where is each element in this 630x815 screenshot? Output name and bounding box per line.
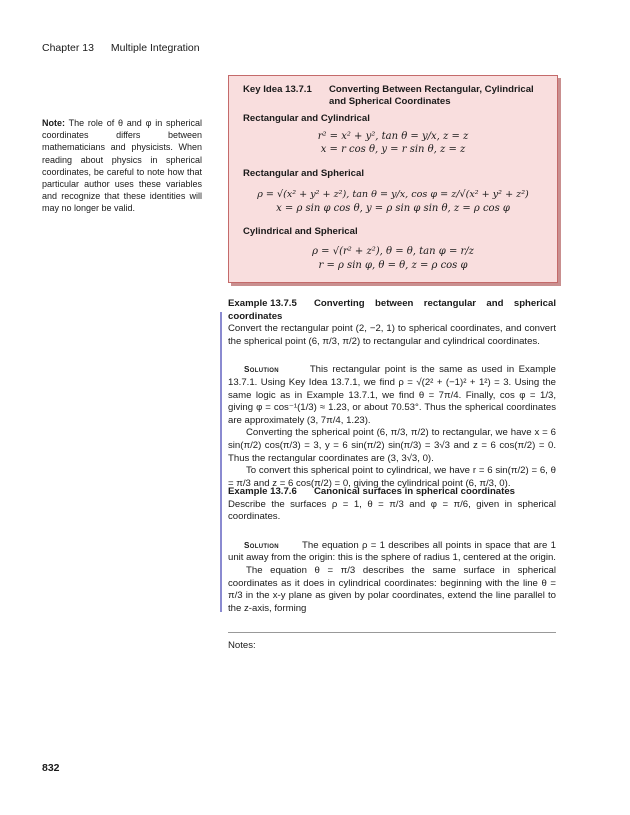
page-header xyxy=(42,42,214,54)
page-number: 832 xyxy=(42,762,60,774)
section-heading-cyl-sph: Cylindrical and Spherical xyxy=(243,226,358,237)
example-6-statement: Describe the surfaces ρ = 1, θ = π/3 and φ = π/6, given in spherical coordinates. xyxy=(228,498,556,523)
example-6-title: Canonical surfaces in spherical coordinates xyxy=(314,486,516,497)
equation-rect-sph-2: x = ρ sin φ cos θ, y = ρ sin φ sin θ, z = ρ cos φ xyxy=(276,203,510,214)
notes-divider xyxy=(228,632,556,633)
example-6-margin-bar xyxy=(220,500,222,612)
key-idea-box xyxy=(228,75,558,283)
example-6-solution-para-1 xyxy=(228,540,556,565)
equation-cyl-sph-2: r = ρ sin φ, θ = θ, z = ρ cos φ xyxy=(318,260,468,271)
key-idea-label: Key Idea 13.7.1 xyxy=(243,84,312,95)
equation-rect-cyl-2: x = r cos θ, y = r sin θ, z = z xyxy=(320,144,466,155)
notes-label: Notes: xyxy=(228,640,256,651)
margin-note-label: Note: xyxy=(42,118,65,128)
example-5-para-3: To convert this spherical point to cylindrical, we have r = 6 sin(π/2) = 6, θ = π/3 and z = 6 cos(π/2) = 0, giving the cylindrical point (6, π/3, 0). xyxy=(228,465,556,489)
equation-rect-cyl-1: r² = x² + y², tan θ = y/x, z = z xyxy=(317,131,469,142)
section-heading-rect-cyl: Rectangular and Cylindrical xyxy=(243,113,370,124)
example-5-heading xyxy=(228,298,556,323)
example-5-para-2: Converting the spherical point (6, π/3, π/2) to rectangular, we have x = 6 sin(π/2) cos(π/3) = 3, y = 6 sin(π/2) sin(π/3) = 3√3 and z = 6 cos(π/2) = 0. Thus the rectangular coordinates are (3, 3√3, 0). xyxy=(228,427,556,464)
example-6-para-2: The equation θ = π/3 describes the same surface in spherical coordinates as it does in cylindrical coordinates: beginning with the line θ = π/3 in the x-y plane as given by polar coordinates, extend the line parallel to the z-axis, forming xyxy=(228,564,556,614)
key-idea-title: Converting Between Rectangular, Cylindrical and Spherical Coordinates xyxy=(329,84,534,107)
example-6-heading xyxy=(228,486,556,499)
example-5-statement: Convert the rectangular point (2, −2, 1) to spherical coordinates, and convert the spherical point (6, π/3, π/2) to rectangular and cylindrical coordinates. xyxy=(228,323,556,347)
example-5-solution-label: Solution xyxy=(244,365,279,375)
equation-rect-sph-1: ρ = √(x² + y² + z²), tan θ = y/x, cos φ = z/√(x² + y² + z²) xyxy=(257,189,529,200)
example-6-solution-label: Solution xyxy=(244,540,279,550)
example-5 xyxy=(228,298,556,490)
example-6 xyxy=(228,486,556,615)
example-6-para-1: The equation ρ = 1 describes all points in space that are 1 unit away from the origin: this is the sphere of radius 1, centered at the origin. xyxy=(228,539,556,564)
example-6-label: Example 13.7.6 xyxy=(228,486,297,497)
chapter-label: Chapter 13 xyxy=(42,42,94,54)
example-5-title: Converting between rectangular and spherical coordinates xyxy=(228,298,556,322)
margin-note xyxy=(42,117,202,215)
margin-note-text: The role of θ and φ in spherical coordinates differs between mathematicians and physicists. When reading about physics in spherical coordinates, be careful to note how that particular author uses these variables and recognize that these identities will may no longer be valid. xyxy=(42,118,202,214)
example-5-para-1: This rectangular point is the same as used in Example 13.7.1. Using Key Idea 13.7.1, we find ρ = √(2² + (−1)² + 1²) = 3. Using the same logic as in Example 13.7.1, we find θ = 7π/4. Finally, cos φ = 1/3, giving φ = cos⁻¹(1/3) ≈ 1.23, or about 70.53°. Thus the spherical coordinates are approximately (3, 7π/4, 1.23). xyxy=(228,364,556,426)
chapter-title: Multiple Integration xyxy=(110,42,200,54)
example-5-label: Example 13.7.5 xyxy=(228,298,297,309)
equation-cyl-sph-1: ρ = √(r² + z²), θ = θ, tan φ = r/z xyxy=(312,246,474,257)
example-5-solution-para-1 xyxy=(228,364,556,427)
section-heading-rect-sph: Rectangular and Spherical xyxy=(243,168,365,179)
